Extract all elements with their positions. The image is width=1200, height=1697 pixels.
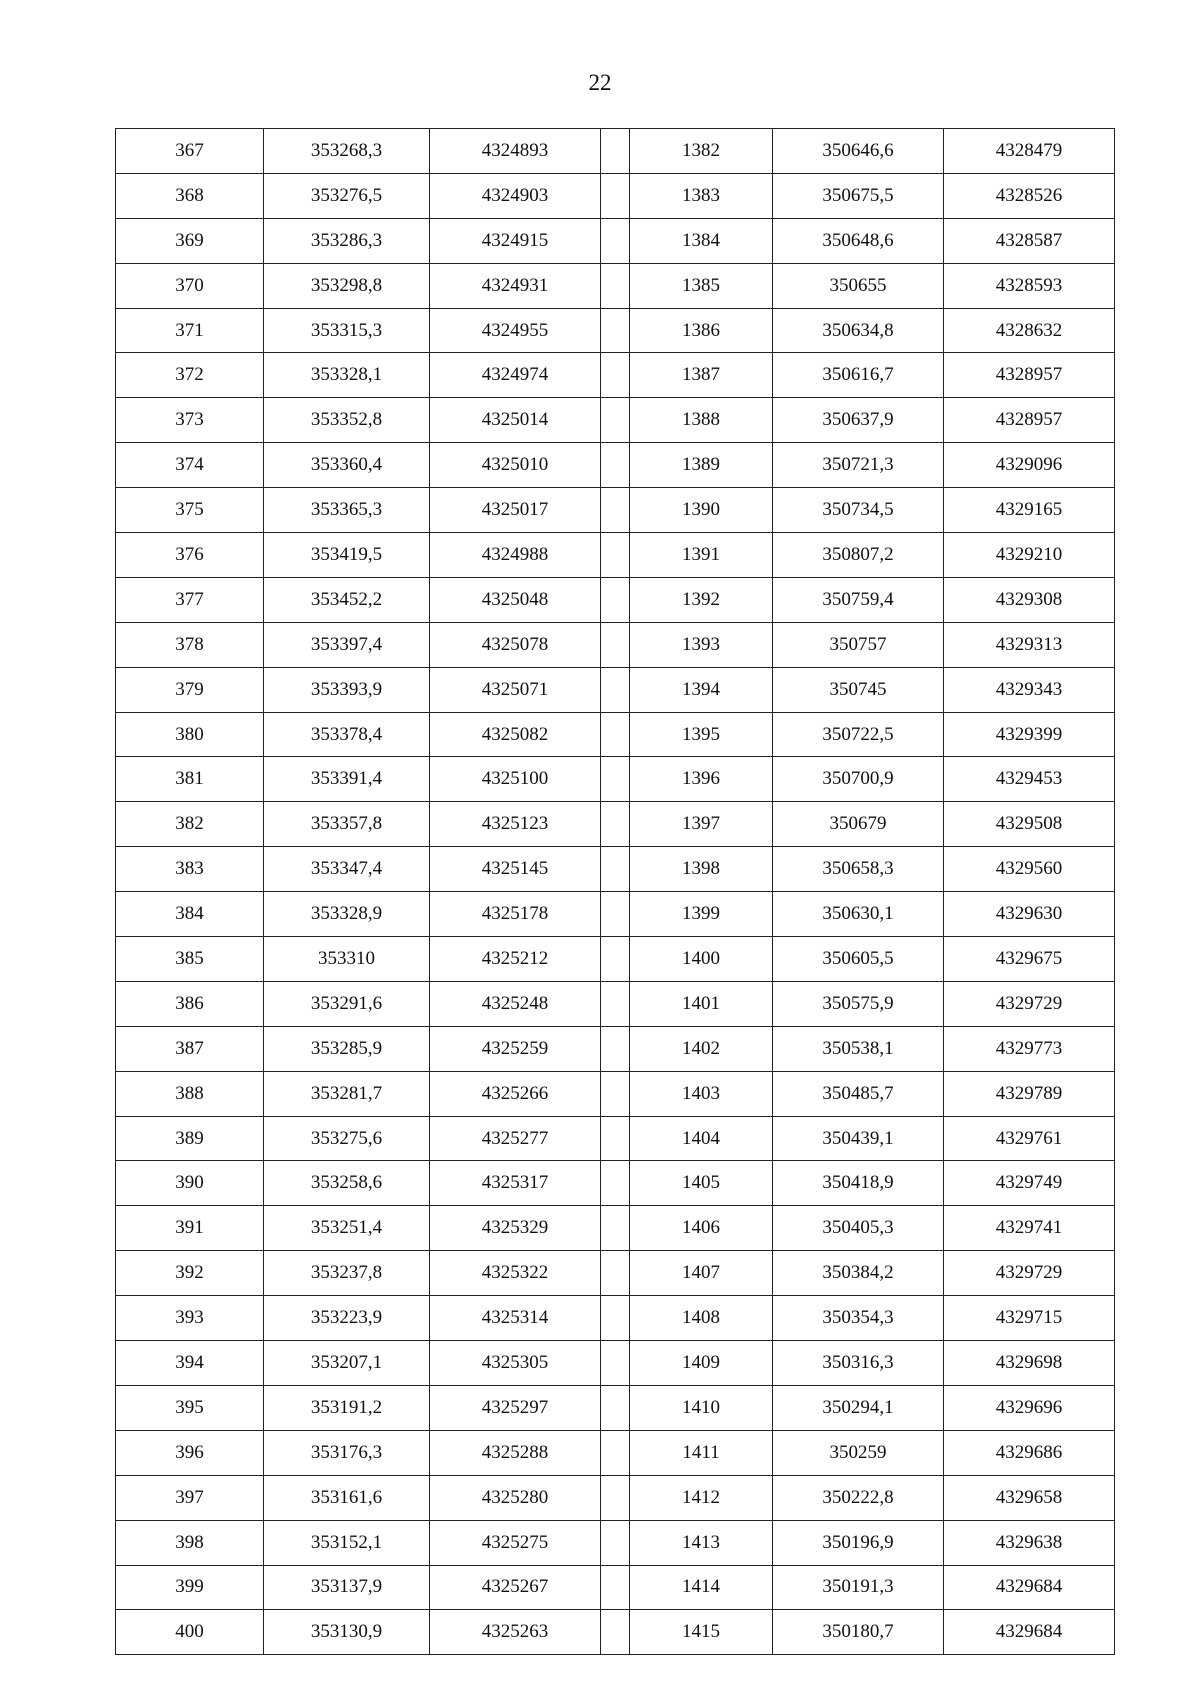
column-gap-cell	[601, 533, 630, 578]
column-gap-cell	[601, 129, 630, 174]
column-gap-cell	[601, 622, 630, 667]
left-point-number-cell: 381	[116, 757, 264, 802]
right-point-number-cell: 1415	[630, 1610, 773, 1655]
right-point-number-cell: 1392	[630, 577, 773, 622]
right-coordinate-x-cell: 350418,9	[773, 1161, 944, 1206]
left-coordinate-y-cell: 4325071	[430, 667, 601, 712]
right-coordinate-x-cell: 350191,3	[773, 1565, 944, 1610]
right-point-number-cell: 1406	[630, 1206, 773, 1251]
table-row	[116, 1475, 1115, 1520]
column-gap-cell	[601, 1116, 630, 1161]
right-point-number-cell: 1413	[630, 1520, 773, 1565]
column-gap-cell	[601, 712, 630, 757]
right-coordinate-x-cell: 350605,5	[773, 937, 944, 982]
left-coordinate-y-cell: 4325329	[430, 1206, 601, 1251]
right-coordinate-x-cell: 350196,9	[773, 1520, 944, 1565]
left-coordinate-x-cell: 353291,6	[264, 981, 430, 1026]
right-coordinate-y-cell: 4328957	[944, 398, 1115, 443]
right-point-number-cell: 1407	[630, 1251, 773, 1296]
right-coordinate-x-cell: 350439,1	[773, 1116, 944, 1161]
left-coordinate-x-cell: 353258,6	[264, 1161, 430, 1206]
right-coordinate-y-cell: 4329749	[944, 1161, 1115, 1206]
left-coordinate-x-cell: 353419,5	[264, 533, 430, 578]
column-gap-cell	[601, 353, 630, 398]
right-point-number-cell: 1398	[630, 847, 773, 892]
right-coordinate-x-cell: 350405,3	[773, 1206, 944, 1251]
left-point-number-cell: 399	[116, 1565, 264, 1610]
left-coordinate-y-cell: 4325277	[430, 1116, 601, 1161]
right-point-number-cell: 1411	[630, 1430, 773, 1475]
right-point-number-cell: 1408	[630, 1296, 773, 1341]
right-point-number-cell: 1397	[630, 802, 773, 847]
column-gap-cell	[601, 1430, 630, 1475]
left-coordinate-x-cell: 353191,2	[264, 1385, 430, 1430]
column-gap-cell	[601, 1071, 630, 1116]
right-point-number-cell: 1391	[630, 533, 773, 578]
left-point-number-cell: 372	[116, 353, 264, 398]
column-gap-cell	[601, 1610, 630, 1655]
right-coordinate-y-cell: 4329638	[944, 1520, 1115, 1565]
right-coordinate-x-cell: 350745	[773, 667, 944, 712]
left-coordinate-y-cell: 4325048	[430, 577, 601, 622]
right-coordinate-y-cell: 4329508	[944, 802, 1115, 847]
left-coordinate-x-cell: 353347,4	[264, 847, 430, 892]
left-coordinate-y-cell: 4324988	[430, 533, 601, 578]
left-point-number-cell: 385	[116, 937, 264, 982]
left-coordinate-y-cell: 4325266	[430, 1071, 601, 1116]
column-gap-cell	[601, 1251, 630, 1296]
right-coordinate-y-cell: 4329696	[944, 1385, 1115, 1430]
column-gap-cell	[601, 667, 630, 712]
column-gap-cell	[601, 263, 630, 308]
left-coordinate-y-cell: 4325305	[430, 1341, 601, 1386]
left-point-number-cell: 398	[116, 1520, 264, 1565]
right-coordinate-x-cell: 350675,5	[773, 173, 944, 218]
left-coordinate-x-cell: 353360,4	[264, 443, 430, 488]
right-coordinate-x-cell: 350700,9	[773, 757, 944, 802]
left-point-number-cell: 383	[116, 847, 264, 892]
right-coordinate-x-cell: 350721,3	[773, 443, 944, 488]
table-row	[116, 622, 1115, 667]
right-point-number-cell: 1401	[630, 981, 773, 1026]
table-row	[116, 1206, 1115, 1251]
left-point-number-cell: 378	[116, 622, 264, 667]
right-coordinate-x-cell: 350655	[773, 263, 944, 308]
left-coordinate-x-cell: 353452,2	[264, 577, 430, 622]
left-coordinate-x-cell: 353152,1	[264, 1520, 430, 1565]
right-coordinate-x-cell: 350354,3	[773, 1296, 944, 1341]
right-point-number-cell: 1385	[630, 263, 773, 308]
right-coordinate-y-cell: 4329684	[944, 1610, 1115, 1655]
right-coordinate-y-cell: 4329630	[944, 892, 1115, 937]
left-point-number-cell: 395	[116, 1385, 264, 1430]
column-gap-cell	[601, 173, 630, 218]
right-point-number-cell: 1394	[630, 667, 773, 712]
right-point-number-cell: 1399	[630, 892, 773, 937]
table-row	[116, 488, 1115, 533]
left-point-number-cell: 382	[116, 802, 264, 847]
left-coordinate-y-cell: 4325280	[430, 1475, 601, 1520]
right-coordinate-x-cell: 350384,2	[773, 1251, 944, 1296]
left-coordinate-x-cell: 353310	[264, 937, 430, 982]
right-coordinate-x-cell: 350759,4	[773, 577, 944, 622]
left-coordinate-x-cell: 353276,5	[264, 173, 430, 218]
right-point-number-cell: 1396	[630, 757, 773, 802]
right-coordinate-x-cell: 350616,7	[773, 353, 944, 398]
right-point-number-cell: 1400	[630, 937, 773, 982]
coordinates-table	[115, 128, 1115, 1655]
right-coordinate-x-cell: 350222,8	[773, 1475, 944, 1520]
table-row	[116, 757, 1115, 802]
left-point-number-cell: 380	[116, 712, 264, 757]
left-coordinate-x-cell: 353391,4	[264, 757, 430, 802]
right-coordinate-x-cell: 350316,3	[773, 1341, 944, 1386]
column-gap-cell	[601, 1341, 630, 1386]
right-point-number-cell: 1402	[630, 1026, 773, 1071]
right-coordinate-y-cell: 4328957	[944, 353, 1115, 398]
table-row	[116, 712, 1115, 757]
right-coordinate-y-cell: 4328593	[944, 263, 1115, 308]
right-coordinate-x-cell: 350485,7	[773, 1071, 944, 1116]
left-coordinate-x-cell: 353328,9	[264, 892, 430, 937]
left-coordinate-y-cell: 4325297	[430, 1385, 601, 1430]
left-coordinate-x-cell: 353352,8	[264, 398, 430, 443]
right-coordinate-y-cell: 4329165	[944, 488, 1115, 533]
right-coordinate-y-cell: 4329729	[944, 1251, 1115, 1296]
column-gap-cell	[601, 802, 630, 847]
left-coordinate-y-cell: 4325212	[430, 937, 601, 982]
right-coordinate-x-cell: 350634,8	[773, 308, 944, 353]
left-coordinate-x-cell: 353357,8	[264, 802, 430, 847]
right-point-number-cell: 1390	[630, 488, 773, 533]
column-gap-cell	[601, 1385, 630, 1430]
table-row	[116, 129, 1115, 174]
left-coordinate-y-cell: 4325317	[430, 1161, 601, 1206]
left-coordinate-y-cell: 4324915	[430, 218, 601, 263]
left-point-number-cell: 386	[116, 981, 264, 1026]
left-point-number-cell: 377	[116, 577, 264, 622]
table-row	[116, 937, 1115, 982]
column-gap-cell	[601, 1296, 630, 1341]
table-row	[116, 1116, 1115, 1161]
right-coordinate-y-cell: 4329313	[944, 622, 1115, 667]
column-gap-cell	[601, 1206, 630, 1251]
right-coordinate-y-cell: 4329675	[944, 937, 1115, 982]
right-coordinate-y-cell: 4329658	[944, 1475, 1115, 1520]
table-row	[116, 1430, 1115, 1475]
right-coordinate-y-cell: 4329773	[944, 1026, 1115, 1071]
left-point-number-cell: 369	[116, 218, 264, 263]
right-coordinate-x-cell: 350294,1	[773, 1385, 944, 1430]
right-coordinate-x-cell: 350807,2	[773, 533, 944, 578]
left-coordinate-x-cell: 353275,6	[264, 1116, 430, 1161]
left-coordinate-y-cell: 4324974	[430, 353, 601, 398]
left-coordinate-y-cell: 4325145	[430, 847, 601, 892]
table-row	[116, 1071, 1115, 1116]
left-point-number-cell: 390	[116, 1161, 264, 1206]
left-point-number-cell: 400	[116, 1610, 264, 1655]
left-coordinate-x-cell: 353237,8	[264, 1251, 430, 1296]
right-coordinate-x-cell: 350180,7	[773, 1610, 944, 1655]
right-coordinate-x-cell: 350646,6	[773, 129, 944, 174]
left-coordinate-x-cell: 353130,9	[264, 1610, 430, 1655]
table-row	[116, 577, 1115, 622]
right-coordinate-y-cell: 4329308	[944, 577, 1115, 622]
left-coordinate-x-cell: 353137,9	[264, 1565, 430, 1610]
left-point-number-cell: 371	[116, 308, 264, 353]
left-coordinate-y-cell: 4325017	[430, 488, 601, 533]
left-coordinate-x-cell: 353176,3	[264, 1430, 430, 1475]
left-coordinate-y-cell: 4325014	[430, 398, 601, 443]
column-gap-cell	[601, 488, 630, 533]
column-gap-cell	[601, 937, 630, 982]
left-coordinate-x-cell: 353286,3	[264, 218, 430, 263]
right-coordinate-x-cell: 350575,9	[773, 981, 944, 1026]
table-row	[116, 1341, 1115, 1386]
left-point-number-cell: 389	[116, 1116, 264, 1161]
left-coordinate-x-cell: 353281,7	[264, 1071, 430, 1116]
table-row	[116, 443, 1115, 488]
left-point-number-cell: 375	[116, 488, 264, 533]
left-point-number-cell: 394	[116, 1341, 264, 1386]
left-coordinate-y-cell: 4324903	[430, 173, 601, 218]
left-coordinate-y-cell: 4325010	[430, 443, 601, 488]
left-coordinate-x-cell: 353393,9	[264, 667, 430, 712]
left-coordinate-y-cell: 4325123	[430, 802, 601, 847]
table-row	[116, 802, 1115, 847]
right-coordinate-x-cell: 350648,6	[773, 218, 944, 263]
right-point-number-cell: 1383	[630, 173, 773, 218]
column-gap-cell	[601, 847, 630, 892]
table-row	[116, 1161, 1115, 1206]
column-gap-cell	[601, 308, 630, 353]
left-coordinate-x-cell: 353268,3	[264, 129, 430, 174]
right-coordinate-x-cell: 350630,1	[773, 892, 944, 937]
left-coordinate-y-cell: 4325314	[430, 1296, 601, 1341]
right-coordinate-y-cell: 4329698	[944, 1341, 1115, 1386]
table-row	[116, 1565, 1115, 1610]
right-point-number-cell: 1404	[630, 1116, 773, 1161]
left-coordinate-y-cell: 4325259	[430, 1026, 601, 1071]
left-coordinate-x-cell: 353223,9	[264, 1296, 430, 1341]
right-coordinate-y-cell: 4329210	[944, 533, 1115, 578]
right-coordinate-y-cell: 4328632	[944, 308, 1115, 353]
right-coordinate-y-cell: 4329560	[944, 847, 1115, 892]
right-coordinate-y-cell: 4328526	[944, 173, 1115, 218]
left-coordinate-y-cell: 4325100	[430, 757, 601, 802]
left-coordinate-x-cell: 353161,6	[264, 1475, 430, 1520]
column-gap-cell	[601, 981, 630, 1026]
left-coordinate-x-cell: 353207,1	[264, 1341, 430, 1386]
column-gap-cell	[601, 757, 630, 802]
right-coordinate-y-cell: 4329741	[944, 1206, 1115, 1251]
table-row	[116, 1385, 1115, 1430]
table-row	[116, 981, 1115, 1026]
table-row	[116, 353, 1115, 398]
column-gap-cell	[601, 398, 630, 443]
left-coordinate-y-cell: 4325275	[430, 1520, 601, 1565]
right-point-number-cell: 1389	[630, 443, 773, 488]
left-point-number-cell: 387	[116, 1026, 264, 1071]
left-point-number-cell: 391	[116, 1206, 264, 1251]
right-point-number-cell: 1388	[630, 398, 773, 443]
right-point-number-cell: 1410	[630, 1385, 773, 1430]
right-coordinate-x-cell: 350538,1	[773, 1026, 944, 1071]
table-row	[116, 218, 1115, 263]
right-point-number-cell: 1387	[630, 353, 773, 398]
right-coordinate-y-cell: 4328587	[944, 218, 1115, 263]
left-point-number-cell: 374	[116, 443, 264, 488]
column-gap-cell	[601, 1565, 630, 1610]
column-gap-cell	[601, 1161, 630, 1206]
left-coordinate-y-cell: 4325082	[430, 712, 601, 757]
table-row	[116, 892, 1115, 937]
left-coordinate-y-cell: 4325263	[430, 1610, 601, 1655]
left-point-number-cell: 393	[116, 1296, 264, 1341]
table-row	[116, 263, 1115, 308]
left-coordinate-y-cell: 4324893	[430, 129, 601, 174]
right-point-number-cell: 1414	[630, 1565, 773, 1610]
right-point-number-cell: 1409	[630, 1341, 773, 1386]
column-gap-cell	[601, 1475, 630, 1520]
table-row	[116, 1610, 1115, 1655]
column-gap-cell	[601, 443, 630, 488]
right-coordinate-y-cell: 4329343	[944, 667, 1115, 712]
left-coordinate-y-cell: 4325178	[430, 892, 601, 937]
left-coordinate-y-cell: 4324931	[430, 263, 601, 308]
right-coordinate-y-cell: 4329789	[944, 1071, 1115, 1116]
table-row	[116, 308, 1115, 353]
left-coordinate-x-cell: 353251,4	[264, 1206, 430, 1251]
right-coordinate-x-cell: 350722,5	[773, 712, 944, 757]
column-gap-cell	[601, 892, 630, 937]
left-point-number-cell: 373	[116, 398, 264, 443]
table-row	[116, 1296, 1115, 1341]
left-coordinate-x-cell: 353328,1	[264, 353, 430, 398]
left-point-number-cell: 397	[116, 1475, 264, 1520]
column-gap-cell	[601, 577, 630, 622]
left-point-number-cell: 376	[116, 533, 264, 578]
table-row	[116, 173, 1115, 218]
table-row	[116, 1520, 1115, 1565]
left-point-number-cell: 396	[116, 1430, 264, 1475]
right-coordinate-y-cell: 4328479	[944, 129, 1115, 174]
right-coordinate-x-cell: 350734,5	[773, 488, 944, 533]
table-row	[116, 533, 1115, 578]
left-point-number-cell: 367	[116, 129, 264, 174]
left-coordinate-x-cell: 353397,4	[264, 622, 430, 667]
right-coordinate-y-cell: 4329453	[944, 757, 1115, 802]
right-coordinate-x-cell: 350757	[773, 622, 944, 667]
table-row	[116, 398, 1115, 443]
right-coordinate-y-cell: 4329729	[944, 981, 1115, 1026]
column-gap-cell	[601, 1520, 630, 1565]
left-coordinate-x-cell: 353378,4	[264, 712, 430, 757]
left-coordinate-y-cell: 4325267	[430, 1565, 601, 1610]
right-point-number-cell: 1384	[630, 218, 773, 263]
right-coordinate-y-cell: 4329684	[944, 1565, 1115, 1610]
left-point-number-cell: 392	[116, 1251, 264, 1296]
left-point-number-cell: 370	[116, 263, 264, 308]
table-row	[116, 847, 1115, 892]
left-point-number-cell: 388	[116, 1071, 264, 1116]
left-coordinate-y-cell: 4325248	[430, 981, 601, 1026]
left-coordinate-y-cell: 4325288	[430, 1430, 601, 1475]
column-gap-cell	[601, 1026, 630, 1071]
column-gap-cell	[601, 218, 630, 263]
right-point-number-cell: 1382	[630, 129, 773, 174]
right-point-number-cell: 1412	[630, 1475, 773, 1520]
right-coordinate-x-cell: 350637,9	[773, 398, 944, 443]
right-point-number-cell: 1395	[630, 712, 773, 757]
page-number: 22	[588, 70, 612, 95]
right-point-number-cell: 1405	[630, 1161, 773, 1206]
table-row	[116, 1251, 1115, 1296]
right-coordinate-y-cell: 4329715	[944, 1296, 1115, 1341]
coordinates-table-body	[116, 129, 1115, 1655]
right-coordinate-y-cell: 4329096	[944, 443, 1115, 488]
left-point-number-cell: 384	[116, 892, 264, 937]
right-point-number-cell: 1393	[630, 622, 773, 667]
right-coordinate-x-cell: 350259	[773, 1430, 944, 1475]
left-coordinate-x-cell: 353365,3	[264, 488, 430, 533]
left-coordinate-x-cell: 353298,8	[264, 263, 430, 308]
left-point-number-cell: 368	[116, 173, 264, 218]
right-coordinate-y-cell: 4329399	[944, 712, 1115, 757]
table-row	[116, 667, 1115, 712]
right-point-number-cell: 1386	[630, 308, 773, 353]
left-coordinate-y-cell: 4325078	[430, 622, 601, 667]
left-coordinate-y-cell: 4324955	[430, 308, 601, 353]
left-coordinate-x-cell: 353285,9	[264, 1026, 430, 1071]
right-coordinate-x-cell: 350658,3	[773, 847, 944, 892]
right-coordinate-y-cell: 4329761	[944, 1116, 1115, 1161]
left-coordinate-x-cell: 353315,3	[264, 308, 430, 353]
right-coordinate-x-cell: 350679	[773, 802, 944, 847]
left-point-number-cell: 379	[116, 667, 264, 712]
right-coordinate-y-cell: 4329686	[944, 1430, 1115, 1475]
right-point-number-cell: 1403	[630, 1071, 773, 1116]
table-row	[116, 1026, 1115, 1071]
left-coordinate-y-cell: 4325322	[430, 1251, 601, 1296]
